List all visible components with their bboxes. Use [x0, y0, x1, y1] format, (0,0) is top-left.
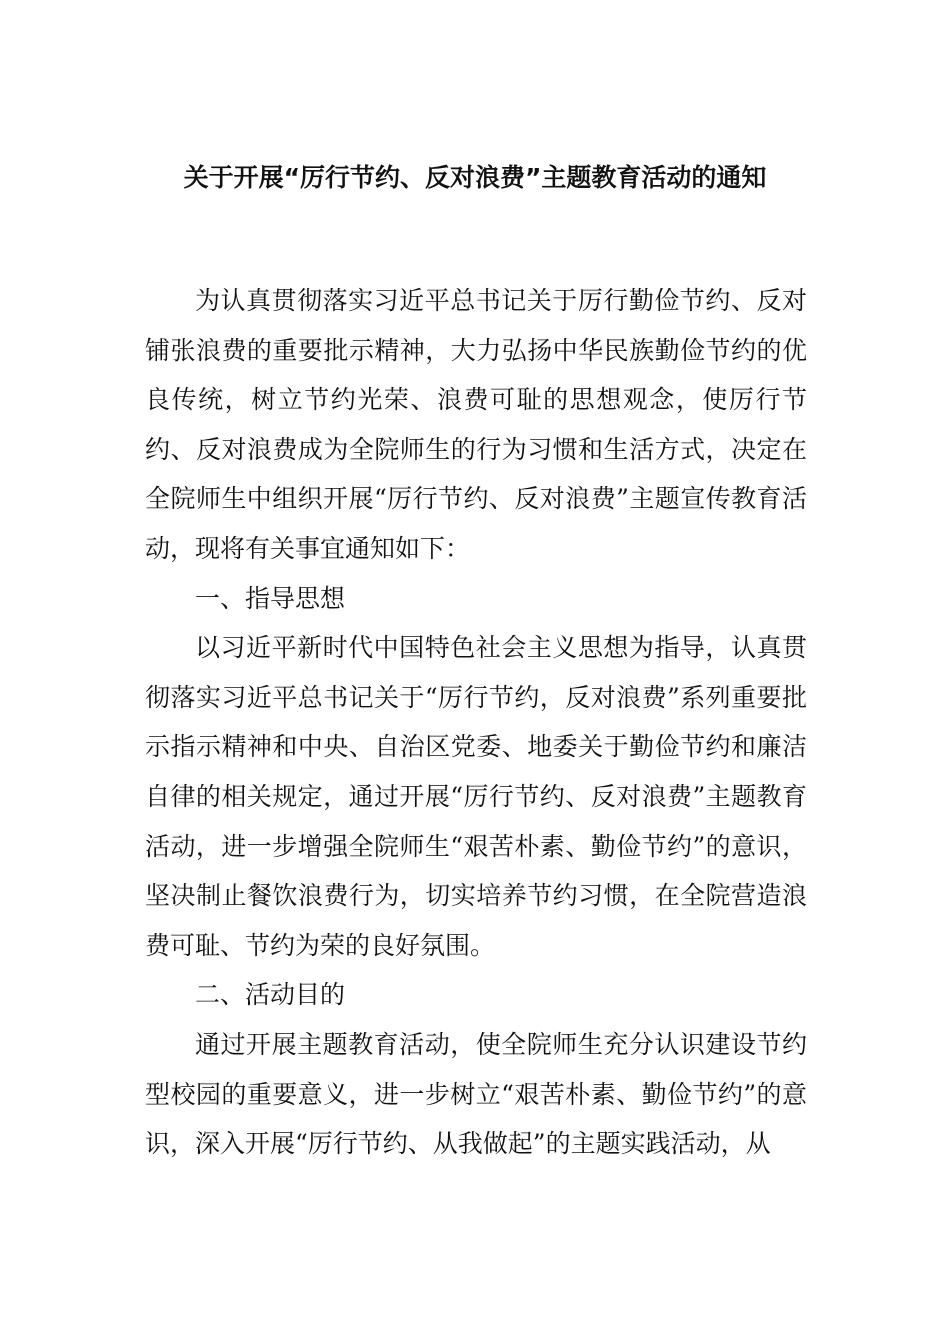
document-title: 关于开展“厉行节约、反对浪费”主题教育活动的通知 — [183, 163, 767, 192]
section-2-paragraph: 通过开展主题教育活动，使全院师生充分认识建设节约型校园的重要意义，进一步树立“艰苦朴素、勤俭节约”的意识，深入开展“厉行节约、从我做起”的主题实践活动，从 — [145, 1029, 807, 1159]
document-body — [145, 276, 807, 1169]
section-1-heading: 一、指导思想 — [195, 583, 346, 613]
section-2-heading: 二、活动目的 — [195, 980, 346, 1010]
intro-paragraph: 为认真贯彻落实习近平总书记关于厉行勤俭节约、反对铺张浪费的重要批示精神，大力弘扬中华民族勤俭节约的优良传统，树立节约光荣、浪费可耻的思想观念，使厉行节约、反对浪费成为全院师生的行为习惯和生活方式，决定在全院师生中组织开展“厉行节约、反对浪费”主题宣传教育活动，现将有关事宜通知如下： — [145, 286, 807, 563]
section-1-paragraph: 以习近平新时代中国特色社会主义思想为指导，认真贯彻落实习近平总书记关于“厉行节约，反对浪费”系列重要批示指示精神和中央、自治区党委、地委关于勤俭节约和廉洁自律的相关规定，通过开展“厉行节约、反对浪费”主题教育活动，进一步增强全院师生“艰苦朴素、勤俭节约”的意识，坚决制止餐饮浪费行为，切实培养节约习惯，在全院营造浪费可耻、节约为荣的良好氛围。 — [145, 633, 807, 960]
